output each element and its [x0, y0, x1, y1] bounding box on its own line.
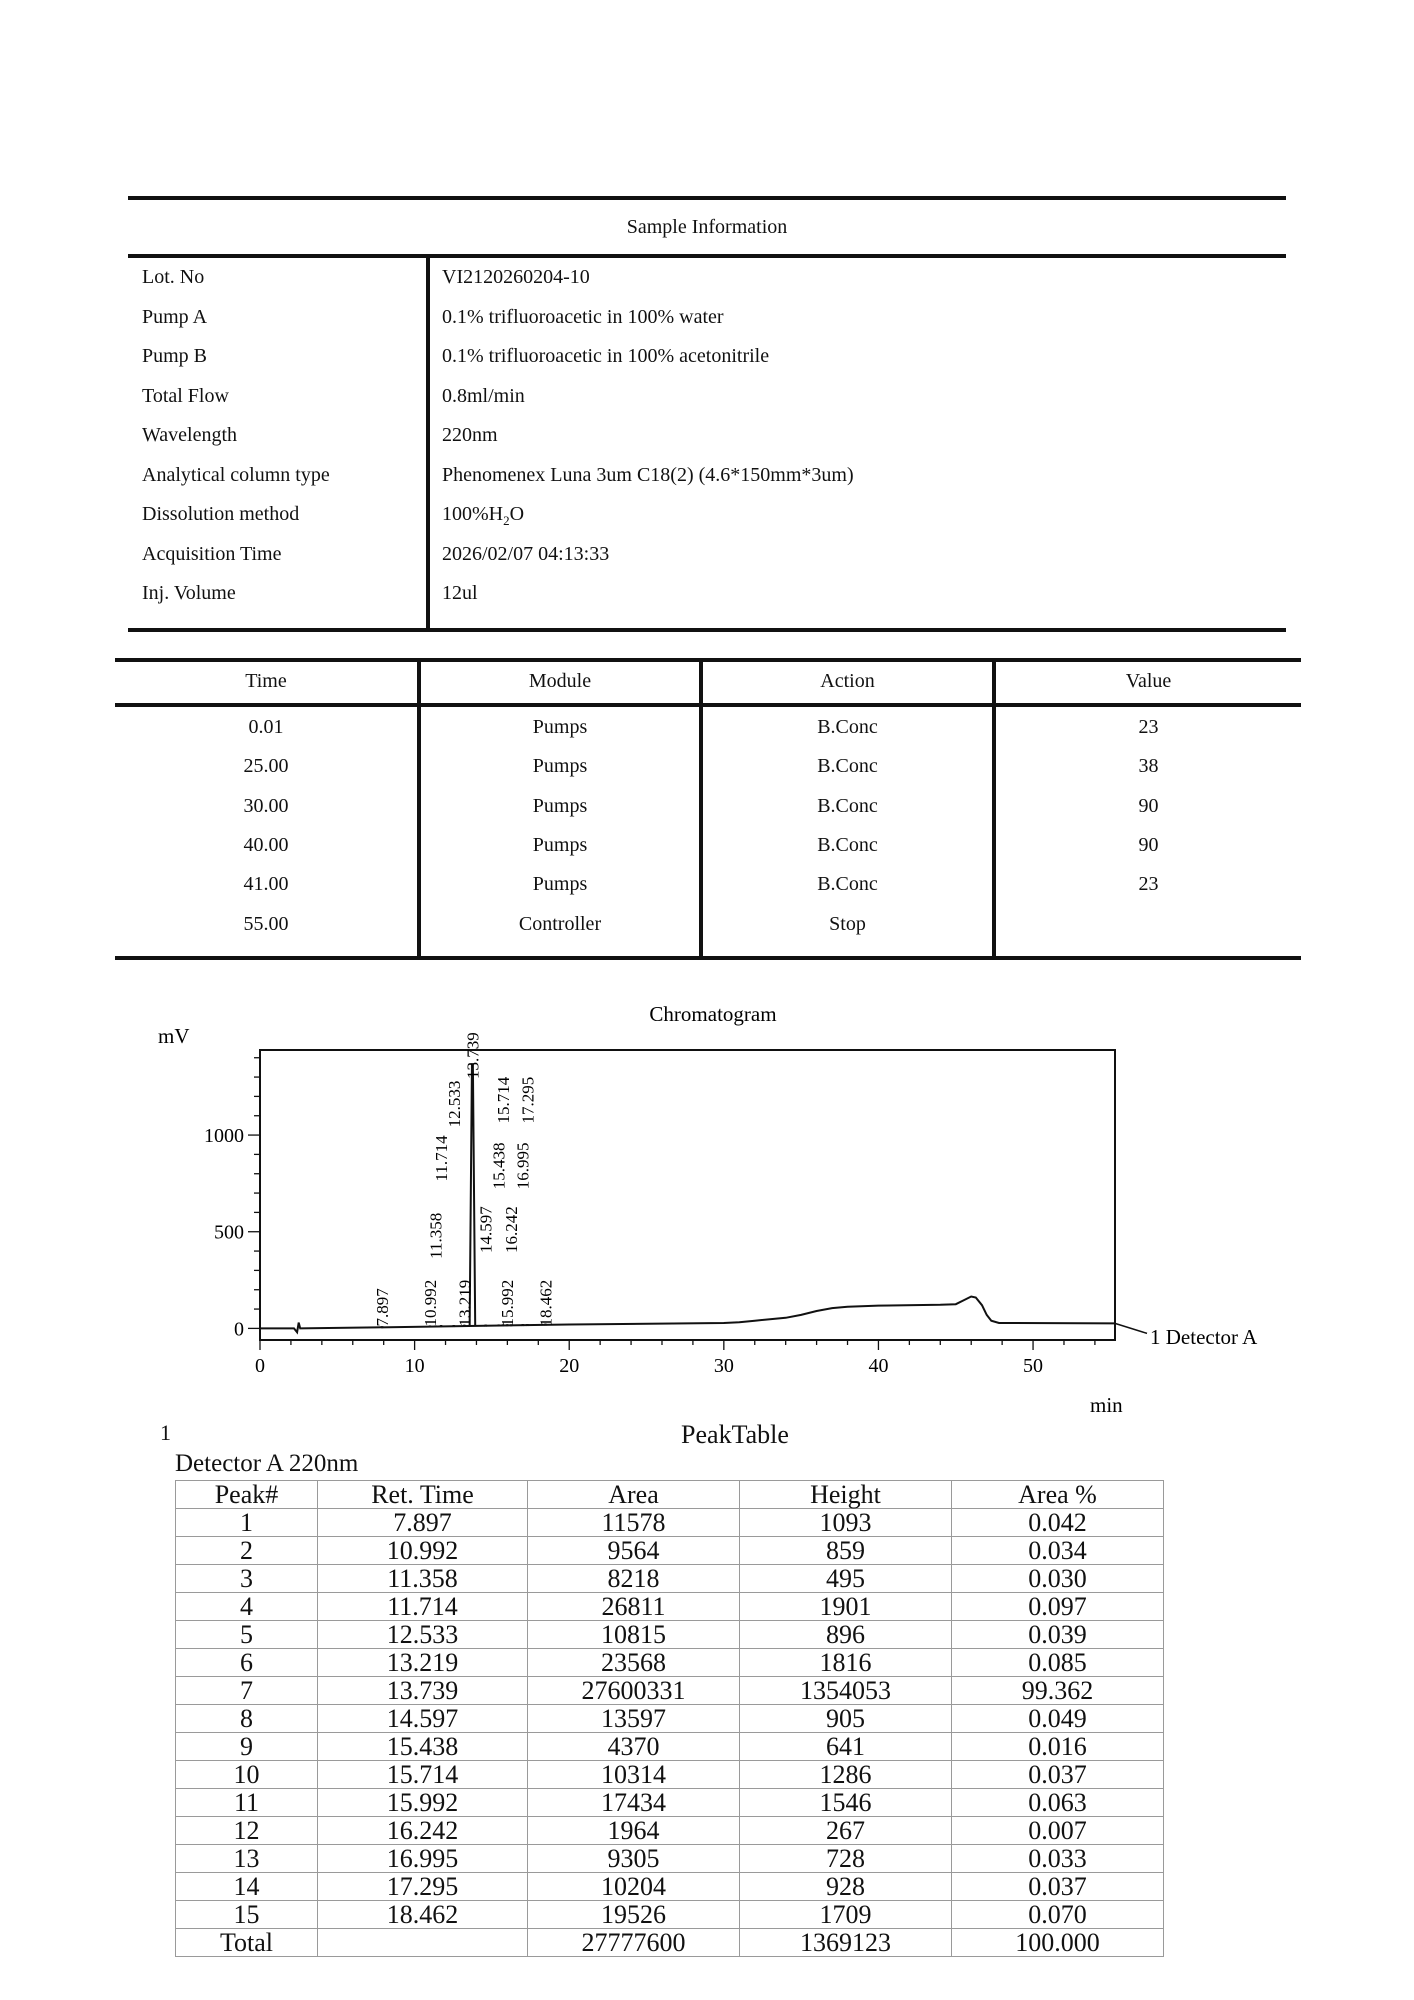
peak-table-cell: 7 — [176, 1677, 318, 1705]
peak-table-cell: 23568 — [528, 1649, 740, 1677]
peak-rt-label: 13.739 — [463, 1032, 483, 1079]
table-row — [176, 1593, 1164, 1621]
sample-info-value: 12ul — [442, 582, 478, 604]
gradient-cell: 41.00 — [243, 873, 289, 896]
sample-info-label: Inj. Volume — [142, 582, 236, 604]
sample-info-value: 0.1% trifluoroacetic in 100% water — [442, 305, 724, 328]
detector-trace-label: 1 Detector A — [1150, 1325, 1258, 1349]
gradient-cell: 30.00 — [243, 794, 289, 817]
sample-info-row — [128, 258, 1286, 297]
chart-title: Chromatogram — [649, 1002, 777, 1026]
sample-information-title: Sample Information — [626, 216, 788, 238]
gradient-cell: 90 — [1138, 833, 1159, 856]
peak-table — [175, 1480, 1164, 1957]
peak-table-cell: 0.063 — [952, 1789, 1164, 1817]
peak-table-cell: 0.049 — [952, 1705, 1164, 1733]
peak-table-cell: 17434 — [528, 1789, 740, 1817]
value-text: 100%H — [442, 503, 504, 525]
peak-table-cell: 19526 — [528, 1901, 740, 1929]
sample-info-label: Wavelength — [142, 424, 238, 446]
sample-info-label: Lot. No — [142, 266, 205, 288]
gradient-cell: 55.00 — [243, 912, 289, 935]
table-row — [176, 1649, 1164, 1677]
gradient-program-table — [115, 658, 1301, 960]
gradient-cell: Stop — [829, 912, 866, 935]
peak-table-cell: 0.042 — [952, 1509, 1164, 1537]
peak-table-cell: 100.000 — [952, 1929, 1164, 1957]
peak-table-cell: 905 — [740, 1705, 952, 1733]
peak-table-cell: 11 — [176, 1789, 318, 1817]
peak-table-cell: 14.597 — [318, 1705, 528, 1733]
gradient-cell: 0.01 — [248, 716, 284, 738]
sample-info-label: Analytical column type — [142, 463, 330, 486]
x-tick-label: 20 — [559, 1355, 580, 1377]
peak-table-cell: 5 — [176, 1621, 318, 1649]
table-row — [176, 1705, 1164, 1733]
sample-info-value: 220nm — [442, 424, 498, 446]
table-row — [176, 1929, 1164, 1957]
sample-info-value: 0.1% trifluoroacetic in 100% acetonitrile — [442, 345, 770, 367]
table-row — [176, 1845, 1164, 1873]
sample-info-label: Total Flow — [142, 384, 229, 407]
peak-rt-label: 15.438 — [489, 1142, 509, 1190]
gradient-cell: B.Conc — [817, 794, 878, 817]
peak-table-cell: 267 — [740, 1817, 952, 1845]
peak-table-cell: 0.085 — [952, 1649, 1164, 1677]
peak-table-header: Peak# — [176, 1481, 318, 1509]
peak-table-cell: 0.039 — [952, 1621, 1164, 1649]
peak-table-cell: 0.007 — [952, 1817, 1164, 1845]
gradient-cell: 23 — [1138, 873, 1159, 896]
table-row — [176, 1789, 1164, 1817]
peak-table-header: Height — [740, 1481, 952, 1509]
peak-table-cell: 13597 — [528, 1705, 740, 1733]
gradient-cell: Pumps — [532, 794, 588, 817]
gradient-cell: Pumps — [532, 873, 588, 896]
sample-info-row — [128, 456, 1286, 495]
gradient-header-cell: Time — [245, 670, 287, 692]
peak-table-cell: 4370 — [528, 1733, 740, 1761]
peak-table-cell: 99.362 — [952, 1677, 1164, 1705]
peak-table-cell: 8218 — [528, 1565, 740, 1593]
header-rule — [115, 703, 1301, 707]
table-row — [176, 1621, 1164, 1649]
bottom-rule — [128, 628, 1286, 632]
chromatogram — [140, 1000, 1300, 1430]
detector-label: Detector A 220nm — [175, 1450, 359, 1477]
x-tick-label: 0 — [255, 1355, 265, 1377]
gradient-cell: 90 — [1138, 794, 1159, 817]
peak-table-cell: 12.533 — [318, 1621, 528, 1649]
peak-table-cell: 10815 — [528, 1621, 740, 1649]
peak-table-cell: 7.897 — [318, 1509, 528, 1537]
peak-table-cell: 3 — [176, 1565, 318, 1593]
peak-table-cell: 17.295 — [318, 1873, 528, 1901]
peak-table-cell: 26811 — [528, 1593, 740, 1621]
peak-table-cell: 0.034 — [952, 1537, 1164, 1565]
peak-table-cell: 1093 — [740, 1509, 952, 1537]
bottom-rule — [115, 956, 1301, 960]
peak-table-cell: 0.037 — [952, 1761, 1164, 1789]
peak-rt-label: 15.714 — [493, 1076, 513, 1124]
sample-info-label: Pump B — [142, 345, 208, 367]
y-tick-label: 0 — [234, 1318, 244, 1341]
peak-table-cell: 1901 — [740, 1593, 952, 1621]
peak-rt-label: 16.242 — [502, 1206, 522, 1253]
gradient-header-cell: Value — [1125, 670, 1172, 692]
peak-table-cell: 13.219 — [318, 1649, 528, 1677]
peak-table-cell: 1709 — [740, 1901, 952, 1929]
sample-info-row — [128, 574, 1286, 613]
gradient-cell: 23 — [1138, 716, 1159, 738]
peak-table-cell: 10 — [176, 1761, 318, 1789]
peak-table-cell: 16.995 — [318, 1845, 528, 1873]
top-rule — [128, 196, 1286, 200]
peak-rt-label: 11.358 — [426, 1212, 446, 1259]
peak-table-cell: 9564 — [528, 1537, 740, 1565]
peak-table-cell: 11.358 — [318, 1565, 528, 1593]
peak-table-cell: 10.992 — [318, 1537, 528, 1565]
peak-table-header: Area % — [952, 1481, 1164, 1509]
sample-information-table — [128, 196, 1286, 632]
peak-table-cell: 495 — [740, 1565, 952, 1593]
peak-rt-label: 7.897 — [373, 1288, 393, 1327]
table-row — [176, 1901, 1164, 1929]
chromatogram-plot — [140, 1000, 1300, 1430]
y-axis-label: mV — [158, 1024, 190, 1048]
peak-table-cell: 1816 — [740, 1649, 952, 1677]
value-subscript: 2 — [503, 513, 510, 528]
sample-info-row — [128, 416, 1286, 455]
peak-table-cell: 8 — [176, 1705, 318, 1733]
gradient-cell: Pumps — [532, 755, 588, 778]
x-tick-label: 40 — [868, 1355, 889, 1377]
peak-table-cell: 11.714 — [318, 1593, 528, 1621]
peak-table-cell: 6 — [176, 1649, 318, 1677]
table-row — [176, 1565, 1164, 1593]
x-tick-label: 10 — [404, 1355, 425, 1377]
peak-table-cell: 896 — [740, 1621, 952, 1649]
peak-table-cell: 0.033 — [952, 1845, 1164, 1873]
gradient-cell: B.Conc — [817, 833, 878, 856]
peak-rt-label: 15.992 — [498, 1279, 518, 1327]
peak-table-header: Ret. Time — [318, 1481, 528, 1509]
table-row — [176, 1873, 1164, 1901]
peak-table-cell: 11578 — [528, 1509, 740, 1537]
peak-table-cell: 1964 — [528, 1817, 740, 1845]
gradient-header-cell: Module — [528, 670, 592, 692]
peak-table-number: 1 — [160, 1420, 171, 1445]
peak-table-cell: 0.097 — [952, 1593, 1164, 1621]
peak-rt-label: 12.533 — [444, 1080, 464, 1128]
peak-table-header: Area — [528, 1481, 740, 1509]
x-tick-label: 30 — [713, 1355, 734, 1377]
peak-table-cell: 1 — [176, 1509, 318, 1537]
peak-table-cell: 9 — [176, 1733, 318, 1761]
peak-rt-label: 11.714 — [432, 1135, 452, 1182]
sample-info-value: 0.8ml/min — [442, 384, 525, 407]
peak-table-cell: 641 — [740, 1733, 952, 1761]
sample-info-row — [128, 298, 1286, 337]
peak-table-cell: 16.242 — [318, 1817, 528, 1845]
gradient-cell: 25.00 — [243, 755, 289, 778]
table-row — [176, 1677, 1164, 1705]
peak-table-cell: 27600331 — [528, 1677, 740, 1705]
peak-table-cell: 27777600 — [528, 1929, 740, 1957]
gradient-cell: B.Conc — [817, 716, 878, 738]
peak-table-cell: 1369123 — [740, 1929, 952, 1957]
peak-table-title: PeakTable — [681, 1420, 789, 1449]
peak-table-cell: 18.462 — [318, 1901, 528, 1929]
table-row — [176, 1761, 1164, 1789]
y-tick-label: 1000 — [204, 1125, 244, 1148]
peak-table-cell: Total — [176, 1929, 318, 1957]
peak-rt-label: 13.219 — [455, 1279, 475, 1327]
y-tick-label: 500 — [214, 1221, 244, 1244]
peak-table-cell: 1354053 — [740, 1677, 952, 1705]
peak-rt-label: 18.462 — [536, 1279, 556, 1327]
peak-table-cell: 0.016 — [952, 1733, 1164, 1761]
sample-info-value: VI2120260204-10 — [442, 266, 590, 288]
peak-rt-label: 10.992 — [420, 1279, 440, 1327]
detector-pointer — [1115, 1323, 1147, 1333]
sample-info-row — [128, 377, 1286, 416]
sample-info-label: Pump A — [142, 305, 208, 328]
table-row — [176, 1537, 1164, 1565]
peak-table-cell: 1286 — [740, 1761, 952, 1789]
peak-table-cell: 859 — [740, 1537, 952, 1565]
table-row — [176, 1733, 1164, 1761]
peak-table-cell: 14 — [176, 1873, 318, 1901]
sample-info-row — [128, 337, 1286, 376]
sample-info-value: Phenomenex Luna 3um C18(2) (4.6*150mm*3um) — [442, 463, 854, 486]
sample-info-label: Acquisition Time — [142, 542, 282, 565]
peak-rt-label: 17.295 — [518, 1076, 538, 1124]
gradient-cell: 40.00 — [243, 833, 289, 856]
gradient-header-cell: Action — [820, 670, 875, 692]
sample-info-label: Dissolution method — [142, 503, 300, 525]
peak-table-cell: 15 — [176, 1901, 318, 1929]
peak-rt-label: 14.597 — [476, 1206, 496, 1253]
gradient-cell: B.Conc — [817, 873, 878, 896]
peak-table-cell: 13 — [176, 1845, 318, 1873]
peak-table-cell: 15.438 — [318, 1733, 528, 1761]
peak-table-cell: 13.739 — [318, 1677, 528, 1705]
peak-table-cell: 10204 — [528, 1873, 740, 1901]
peak-table-cell: 728 — [740, 1845, 952, 1873]
top-rule — [115, 658, 1301, 662]
table-row — [176, 1817, 1164, 1845]
sample-info-value: 2026/02/07 04:13:33 — [442, 542, 610, 565]
peak-table-cell: 9305 — [528, 1845, 740, 1873]
peak-table-cell: 2 — [176, 1537, 318, 1565]
peak-table-cell: 15.714 — [318, 1761, 528, 1789]
peak-table-cell: 12 — [176, 1817, 318, 1845]
peak-table-cell: 0.070 — [952, 1901, 1164, 1929]
sample-info-row — [128, 495, 1286, 534]
gradient-cell: Pumps — [532, 833, 588, 856]
peak-table-cell: 4 — [176, 1593, 318, 1621]
peak-table-cell: 0.030 — [952, 1565, 1164, 1593]
peak-table-cell: 10314 — [528, 1761, 740, 1789]
peak-table-cell: 0.037 — [952, 1873, 1164, 1901]
x-axis-label: min — [1090, 1393, 1123, 1417]
gradient-cell: B.Conc — [817, 755, 878, 778]
sample-info-row — [128, 535, 1286, 574]
value-text: O — [509, 503, 525, 525]
peak-table-cell: 15.992 — [318, 1789, 528, 1817]
gradient-cell: Controller — [518, 912, 602, 935]
peak-table-cell — [318, 1929, 528, 1957]
peak-table-cell: 1546 — [740, 1789, 952, 1817]
gradient-cell: 38 — [1138, 755, 1159, 778]
peak-table-cell: 928 — [740, 1873, 952, 1901]
peak-rt-label: 16.995 — [513, 1142, 533, 1190]
x-tick-label: 50 — [1023, 1355, 1044, 1377]
sample-info-value — [442, 503, 524, 529]
table-row — [176, 1509, 1164, 1537]
gradient-cell: Pumps — [532, 716, 588, 738]
